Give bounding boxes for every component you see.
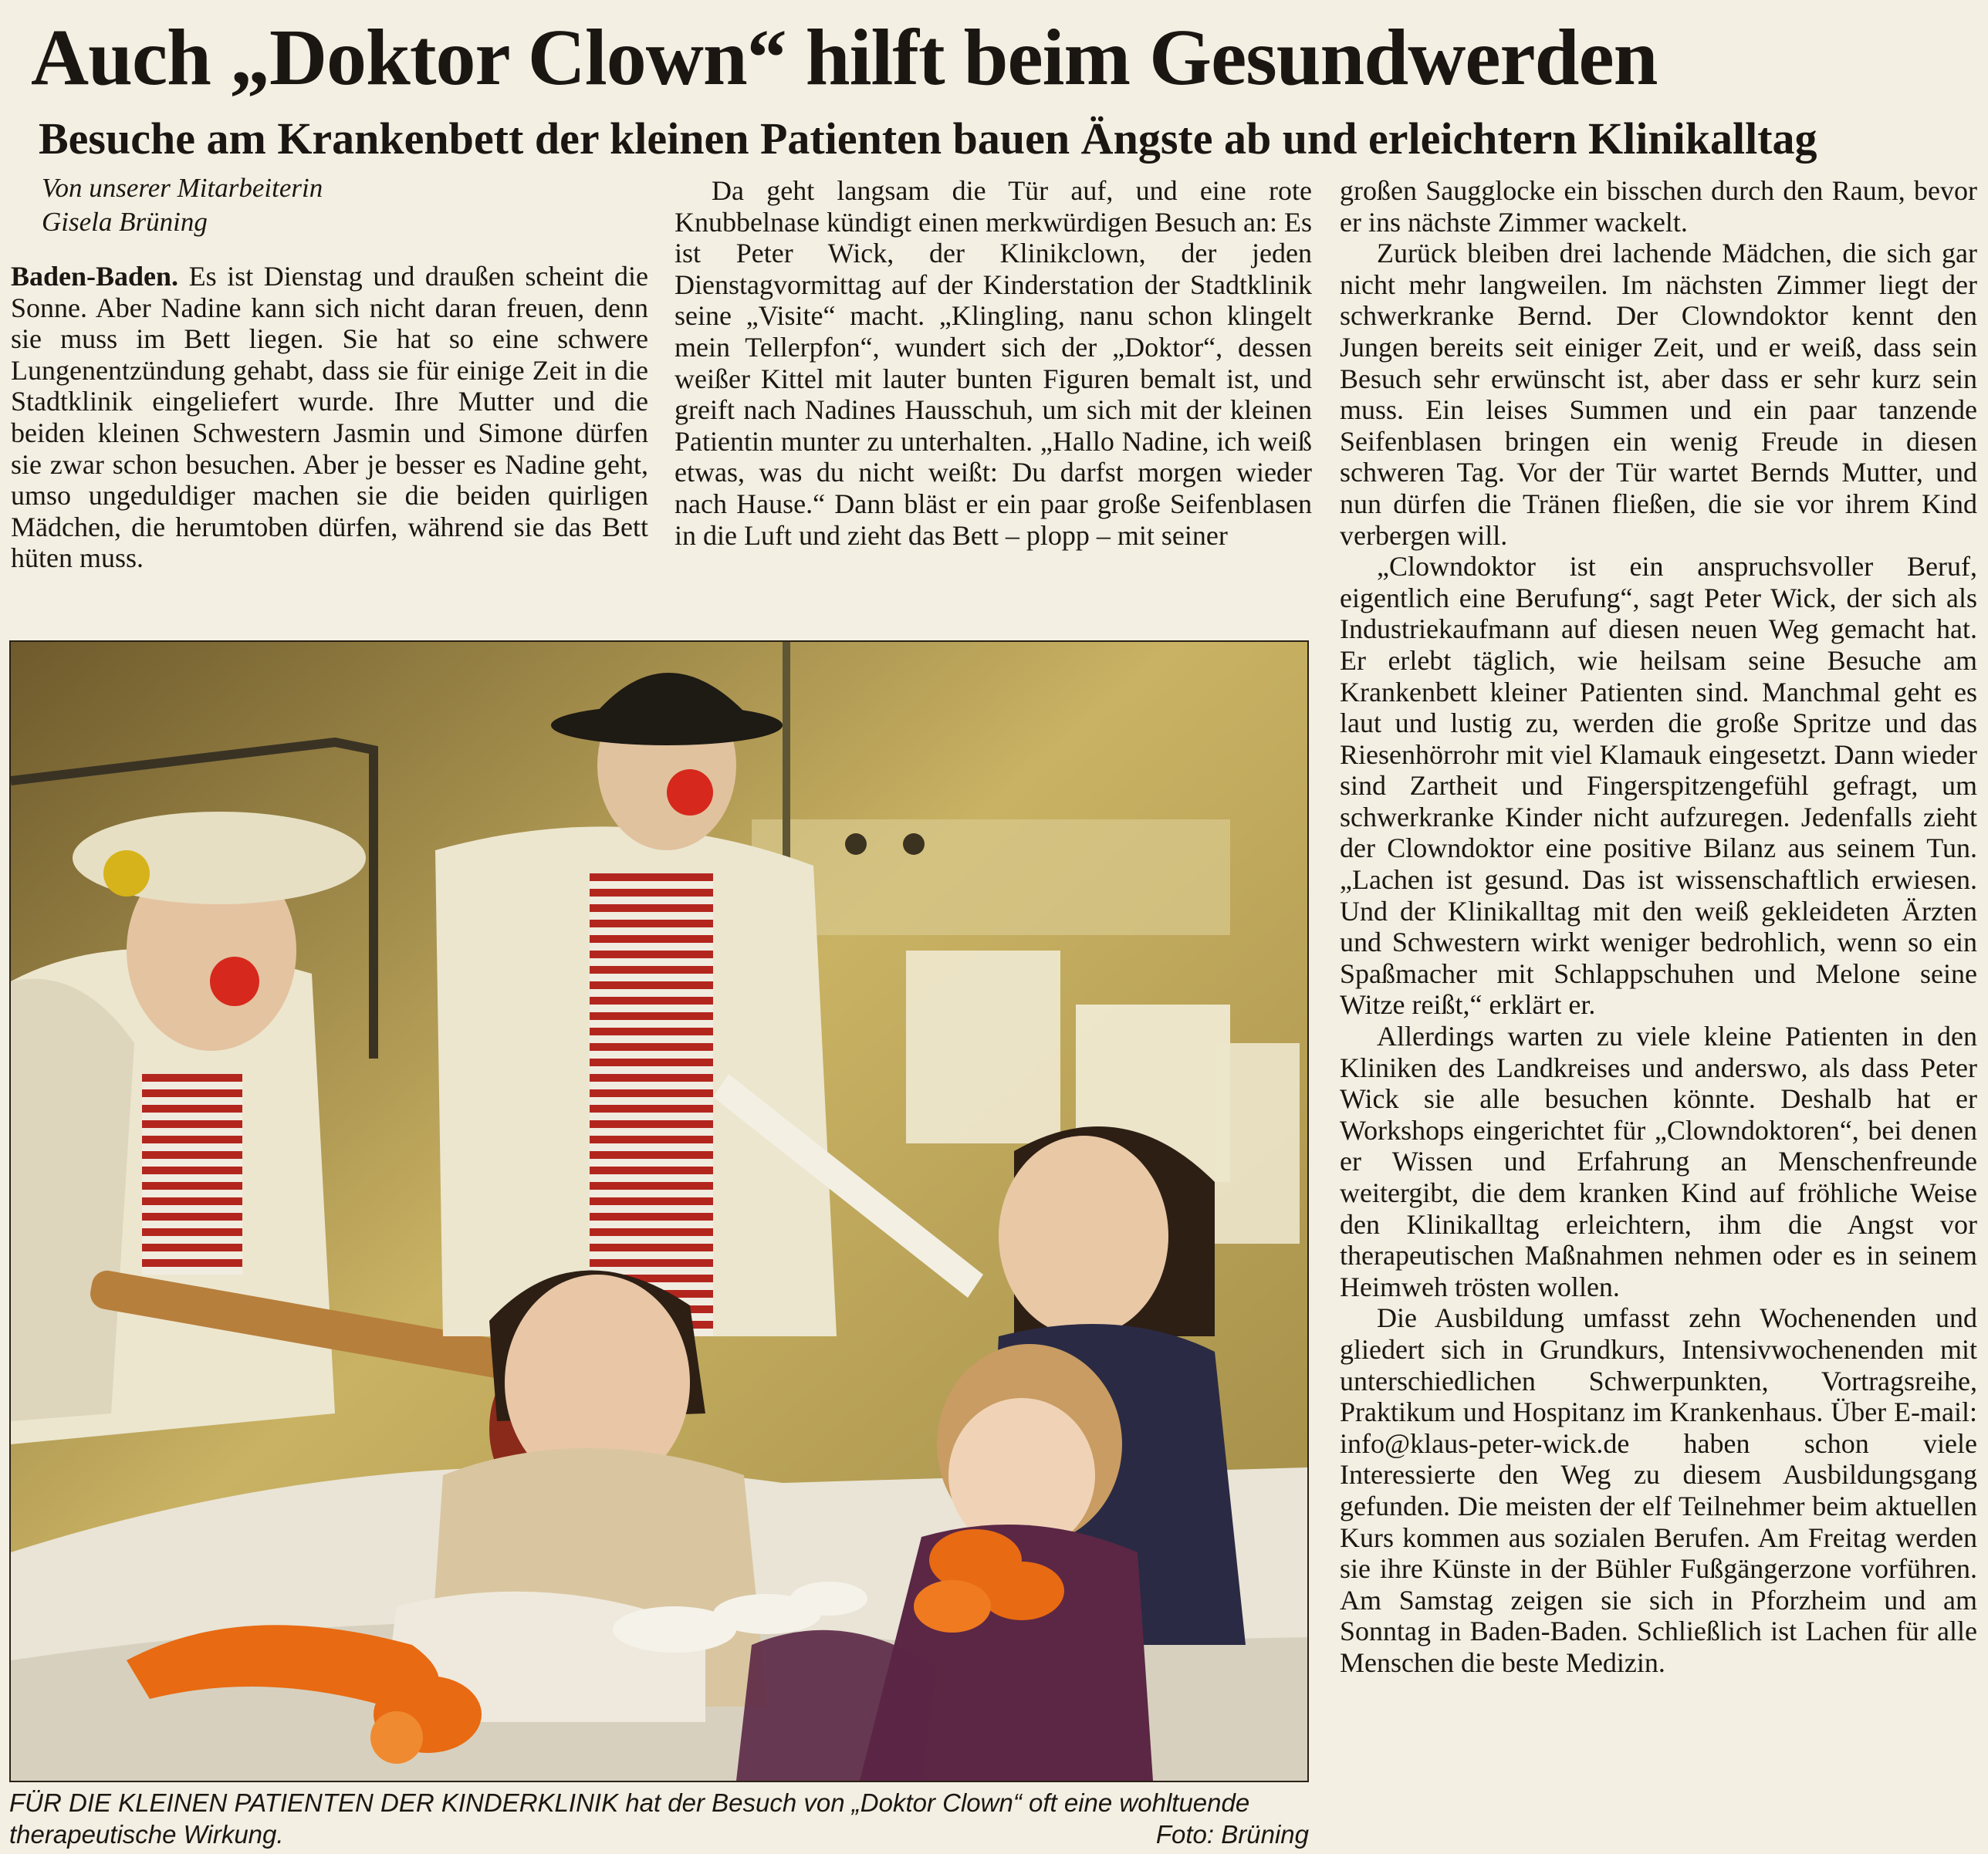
paragraph: Zurück bleiben drei lachende Mädchen, die sich gar nicht mehr langweilen. Im nächsten Zimmer liegt der schwerkranke Bernd. Der Clowndoktor kennt den Jungen bereits seit einiger Zeit, und er weiß, dass sein Besuch sehr erwünscht ist, aber dass er sehr kurz sein muss. Ein leises Summen und ein paar tanzende Seifenblasen bringen ein wenig Freude in diesen schweren Tag. Vor der Tür wartet Bernds Mutter, und nun dürfen die Tränen fließen, die sie vor ihrem Kind verbergen will.: [1340, 238, 1977, 551]
caption-lead: FÜR DIE KLEINEN PATIENTEN DER KINDERKLINIK: [9, 1788, 619, 1817]
paragraph: Da geht langsam die Tür auf, und eine rote Knubbelnase kündigt einen merkwürdigen Besuch an: Es ist Peter Wick, der Klinikclown, der jeden Dienstagvormittag auf der Kinderstation der Stadtklinik seine „Visite“ macht. „Klingling, nanu schon klingelt mein Tellerpfon“, wundert sich der „Doktor“, dessen weißer Kittel mit lauter bunten Figuren bemalt ist, und greift nach Nadines Hausschuh, um sich mit der kleinen Patientin munter zu unterhalten. „Hallo Nadine, ich weiß etwas, was du nicht weißt: Du darfst morgen wieder nach Hause.“ Dann bläst er ein paar große Seifenblasen in die Luft und zieht das Bett – plopp – mit seiner: [674, 175, 1312, 551]
byline-line2: Gisela Brüning: [42, 207, 208, 237]
byline: [11, 171, 648, 248]
paragraph: großen Saugglocke ein bisschen durch den Raum, bevor er ins nächste Zimmer wackelt.: [1340, 175, 1977, 238]
headline: Auch „Doktor Clown“ hilft beim Gesundwerden: [31, 13, 1658, 102]
photo-illustration: [11, 642, 1307, 1781]
wall-picture: [1215, 1043, 1300, 1244]
paragraph: [11, 261, 648, 574]
wall-picture: [906, 951, 1060, 1143]
paragraph: „Clowndoktor ist ein anspruchsvoller Beruf, eigentlich eine Berufung“, sagt Peter Wick, der sich als Industriekaufmann auf diesen neuen Weg gemacht hat. Er erlebt täglich, wie heilsam seine Besuche am Krankenbett kleiner Patienten sind. Manchmal geht es laut und lustig zu, werden die große Spritze und das Riesenhörrohr mit viel Klamauk eingesetzt. Dann wieder sind Zartheit und Fingerspitzengefühl gefragt, um schwerkranke Kinder nicht aufzuregen. Jedenfalls zieht der Clowndoktor eine positive Bilanz aus seinem Tun. „Lachen ist gesund. Das ist wissenschaftlich erwiesen. Und der Klinikalltag mit den weiß gekleideten Ärzten und Schwestern wirkt weniger bedrohlich, wenn so ein Spaßmacher mit Schlappschuhen und Melone seine Witze reißt,“ erklärt er.: [1340, 551, 1977, 1021]
article-column-3: [1340, 175, 1977, 1679]
paragraph-text: Es ist Dienstag und draußen scheint die Sonne. Aber Nadine kann sich nicht daran freuen, denn sie muss im Bett liegen. Sie hat so eine schwere Lungenentzündung gehabt, dass sie für einige Zeit in die Stadtklinik eingeliefert wurde. Ihre Mutter und die beiden kleinen Schwestern Jasmin und Simone dürfen sie zwar schon besuchen. Aber je besser es Nadine geht, umso ungeduldiger machen sie die beiden quirligen Mädchen, die herumtoben dürfen, während sie das Bett hüten muss.: [11, 261, 648, 574]
byline-line1: Von unserer Mitarbeiterin: [42, 173, 323, 203]
wall-outlet: [903, 833, 925, 855]
wall-outlet: [845, 833, 867, 855]
caption-text: hat der Besuch von „Doktor Clown“ oft eine wohltuende therapeutische Wirkung.: [9, 1788, 1250, 1849]
article-photo: [9, 640, 1309, 1782]
article-column-2: [674, 175, 1312, 551]
photo-caption: [9, 1787, 1309, 1850]
subheadline: Besuche am Krankenbett der kleinen Patienten bauen Ängste ab und erleichtern Klinikalltag: [39, 113, 1817, 164]
dateline: Baden-Baden.: [11, 261, 179, 292]
paragraph: Die Ausbildung umfasst zehn Wochenenden und gliedert sich in Grundkurs, Intensivwochenenden mit unterschiedlichen Schwerpunkten, Vortragsreihe, Praktikum und Hospitanz im Krankenhaus. Über E-mail: info@klaus-peter-wick.de haben schon viele Interessierte den Weg zu diesem Ausbildungsgang gefunden. Die meisten der elf Teilnehmer beim aktuellen Kurs kommen aus sozialen Berufen. Am Freitag werden sie ihre Künste in der Bühler Fußgängerzone vorführen. Am Samstag zeigen sie sich in Pforzheim und am Sonntag in Baden-Baden. Schließlich ist Lachen für alle Menschen die beste Medizin.: [1340, 1302, 1977, 1678]
bed-head-panel: [752, 819, 1230, 935]
photo-credit: Foto: Brüning: [1155, 1820, 1309, 1849]
paragraph: Allerdings warten zu viele kleine Patienten in den Kliniken des Landkreises und anderswo, als dass Peter Wick sie alle besuchen könnte. Deshalb hat er Workshops eingerichtet für „Clowndoktoren“, bei denen er Wissen und Erfahrung an Menschenfreunde weitergibt, die dem kranken Kind auf fröhliche Weise den Klinikalltag erleichtern, ihm die Angst vor therapeutischen Maßnahmen nehmen oder es in seinem Heimweh trösten wollen.: [1340, 1021, 1977, 1302]
article-column-1: [11, 261, 648, 574]
